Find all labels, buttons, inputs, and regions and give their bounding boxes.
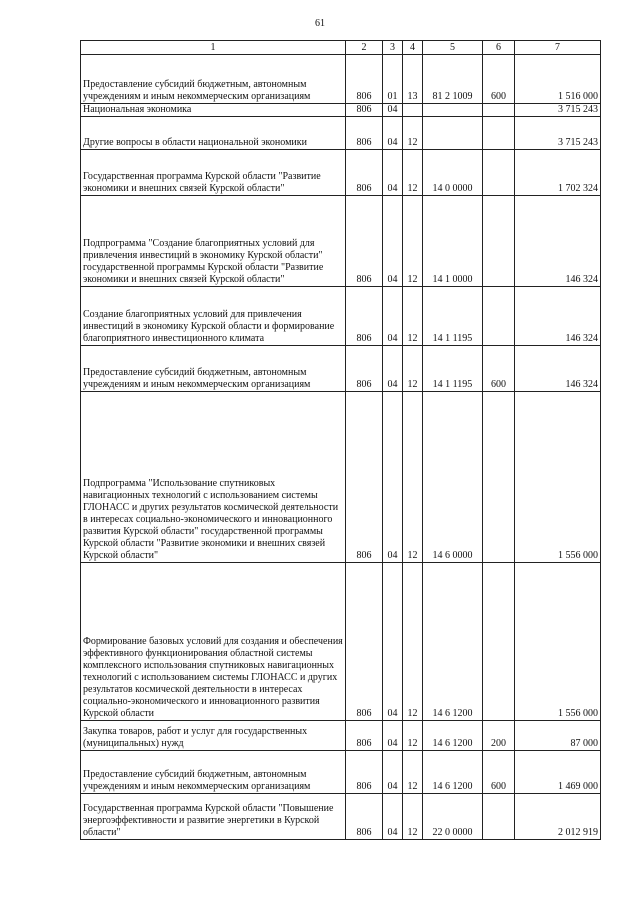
table-row [81, 287, 601, 346]
column-header-4: 4 [403, 41, 423, 55]
row-col-7: 1 556 000 [515, 392, 601, 563]
row-col-4: 12 [403, 563, 423, 721]
row-col-6 [483, 794, 515, 840]
row-name: Предоставление субсидий бюджетным, автономным учреждениям и иным некоммерческим организациям [81, 55, 346, 104]
column-header-2: 2 [346, 41, 383, 55]
row-col-2: 806 [346, 751, 383, 794]
row-col-4: 12 [403, 196, 423, 287]
row-col-7: 1 469 000 [515, 751, 601, 794]
row-col-6 [483, 104, 515, 117]
page-number: 61 [315, 18, 325, 29]
row-col-2: 806 [346, 55, 383, 104]
row-col-5 [423, 104, 483, 117]
table-row [81, 55, 601, 104]
row-col-4 [403, 104, 423, 117]
row-col-3: 04 [383, 104, 403, 117]
table-row [81, 117, 601, 150]
table-row [81, 392, 601, 563]
table-row [81, 196, 601, 287]
row-col-6 [483, 392, 515, 563]
budget-table [80, 40, 601, 840]
row-col-2: 806 [346, 150, 383, 196]
column-header-3: 3 [383, 41, 403, 55]
row-col-2: 806 [346, 104, 383, 117]
row-col-6: 600 [483, 55, 515, 104]
row-col-3: 04 [383, 751, 403, 794]
row-col-7: 146 324 [515, 287, 601, 346]
row-col-5: 14 6 0000 [423, 392, 483, 563]
row-col-7: 146 324 [515, 346, 601, 392]
row-col-4: 13 [403, 55, 423, 104]
row-col-5: 14 1 1195 [423, 287, 483, 346]
row-col-5 [423, 117, 483, 150]
row-col-2: 806 [346, 563, 383, 721]
row-col-2: 806 [346, 794, 383, 840]
table-row [81, 150, 601, 196]
row-col-5: 14 1 1195 [423, 346, 483, 392]
row-col-3: 04 [383, 117, 403, 150]
row-col-7: 3 715 243 [515, 117, 601, 150]
row-col-4: 12 [403, 346, 423, 392]
row-col-6 [483, 150, 515, 196]
row-col-7: 146 324 [515, 196, 601, 287]
row-col-6 [483, 563, 515, 721]
column-header-7: 7 [515, 41, 601, 55]
row-col-5: 14 6 1200 [423, 751, 483, 794]
row-col-3: 01 [383, 55, 403, 104]
row-col-5: 14 0 0000 [423, 150, 483, 196]
header-row [81, 41, 601, 55]
row-name: Предоставление субсидий бюджетным, автономным учреждениям и иным некоммерческим организациям [81, 751, 346, 794]
column-header-1: 1 [81, 41, 346, 55]
row-col-5: 22 0 0000 [423, 794, 483, 840]
row-col-7: 3 715 243 [515, 104, 601, 117]
row-name: Формирование базовых условий для создания и обеспечения эффективного функционирования областной системы комплексного использования спутниковых навигационных технологий с использованием системы ГЛОНАСС и других результатов космической деятельности в интересах социально-экономического и инновационного развития Курской области [81, 563, 346, 721]
row-name: Закупка товаров, работ и услуг для государственных (муниципальных) нужд [81, 721, 346, 751]
row-name: Национальная экономика [81, 104, 346, 117]
row-col-6: 600 [483, 346, 515, 392]
table-row [81, 563, 601, 721]
row-name: Предоставление субсидий бюджетным, автономным учреждениям и иным некоммерческим организациям [81, 346, 346, 392]
row-name: Подпрограмма "Использование спутниковых навигационных технологий с использованием системы ГЛОНАСС и других результатов космической деятельности в интересах социально-экономического и инновационного развития Курской области" государственной программы Курской области "Развитие экономики и внешних связей Курской области" [81, 392, 346, 563]
row-col-7: 1 516 000 [515, 55, 601, 104]
row-col-2: 806 [346, 392, 383, 563]
column-header-5: 5 [423, 41, 483, 55]
column-header-6: 6 [483, 41, 515, 55]
row-col-4: 12 [403, 392, 423, 563]
row-col-5: 81 2 1009 [423, 55, 483, 104]
row-col-7: 2 012 919 [515, 794, 601, 840]
row-col-3: 04 [383, 150, 403, 196]
row-col-3: 04 [383, 563, 403, 721]
row-name: Государственная программа Курской области "Повышение энергоэффективности и развитие энергетики в Курской области" [81, 794, 346, 840]
row-col-5: 14 6 1200 [423, 721, 483, 751]
row-col-3: 04 [383, 287, 403, 346]
row-col-4: 12 [403, 721, 423, 751]
row-name: Другие вопросы в области национальной экономики [81, 117, 346, 150]
row-col-2: 806 [346, 346, 383, 392]
table-row [81, 751, 601, 794]
row-name: Создание благоприятных условий для привлечения инвестиций в экономику Курской области и формирование благоприятного инвестиционного климата [81, 287, 346, 346]
row-col-3: 04 [383, 196, 403, 287]
table-row [81, 104, 601, 117]
row-col-5: 14 1 0000 [423, 196, 483, 287]
row-col-4: 12 [403, 117, 423, 150]
row-col-6 [483, 287, 515, 346]
row-col-2: 806 [346, 117, 383, 150]
row-col-4: 12 [403, 287, 423, 346]
row-col-3: 04 [383, 392, 403, 563]
table-row [81, 346, 601, 392]
row-col-7: 1 702 324 [515, 150, 601, 196]
row-col-4: 12 [403, 751, 423, 794]
row-col-7: 87 000 [515, 721, 601, 751]
row-col-6: 600 [483, 751, 515, 794]
row-name: Государственная программа Курской области "Развитие экономики и внешних связей Курской области" [81, 150, 346, 196]
row-col-6 [483, 117, 515, 150]
row-col-7: 1 556 000 [515, 563, 601, 721]
table-row [81, 794, 601, 840]
row-col-4: 12 [403, 794, 423, 840]
row-col-5: 14 6 1200 [423, 563, 483, 721]
row-name: Подпрограмма "Создание благоприятных условий для привлечения инвестиций в экономику Курской области" государственной программы Курской области "Развитие экономики и внешних связей Курской области" [81, 196, 346, 287]
row-col-2: 806 [346, 721, 383, 751]
row-col-6 [483, 196, 515, 287]
row-col-2: 806 [346, 196, 383, 287]
row-col-3: 04 [383, 721, 403, 751]
row-col-6: 200 [483, 721, 515, 751]
row-col-4: 12 [403, 150, 423, 196]
row-col-3: 04 [383, 794, 403, 840]
table-row [81, 721, 601, 751]
row-col-2: 806 [346, 287, 383, 346]
row-col-3: 04 [383, 346, 403, 392]
